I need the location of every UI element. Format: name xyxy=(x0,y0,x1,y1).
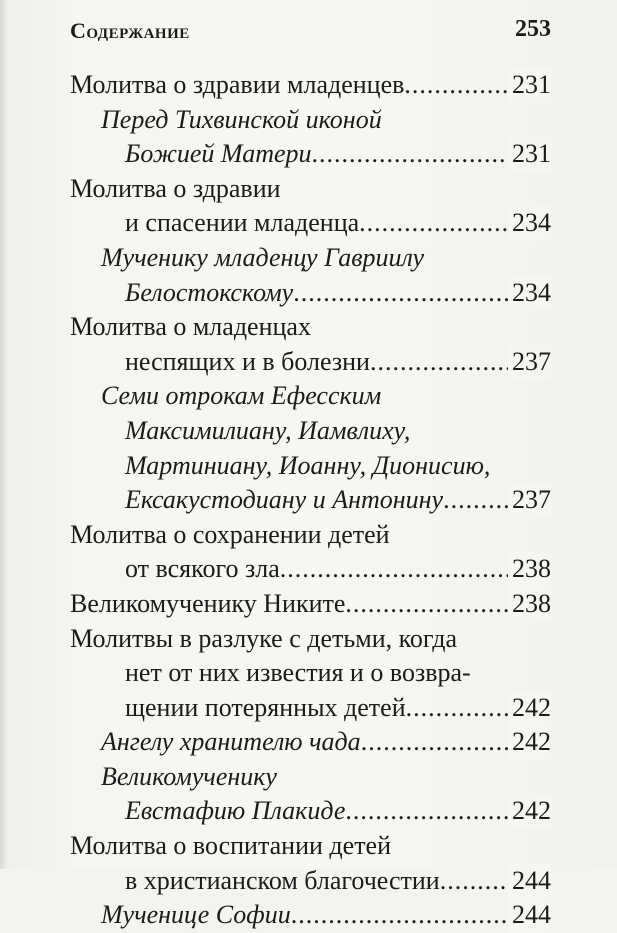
toc-entry-title: Максимилиану, Иамвлиху, xyxy=(125,415,411,445)
toc-entry-title: Евстафию Плакиде ..... xyxy=(125,796,551,825)
toc-entry-title: Семи отрокам Ефесским xyxy=(101,381,382,411)
toc-entry-title: Перед Тихвинской иконой xyxy=(101,104,382,134)
toc-entry xyxy=(70,691,551,726)
section-title: Содержание xyxy=(70,18,190,43)
toc-entry-page: 234 xyxy=(508,276,551,311)
toc-entry xyxy=(70,206,551,241)
toc-entry xyxy=(70,172,551,207)
toc-entry xyxy=(70,760,551,795)
toc-entry-title: и спасении младенца ..... xyxy=(125,208,551,237)
page-number: 253 xyxy=(515,16,551,42)
toc-entry xyxy=(70,587,551,622)
toc-entry-title: щении потерянных детей ..... xyxy=(125,693,551,722)
page-edge-shadow xyxy=(0,0,8,869)
running-header xyxy=(70,14,551,50)
toc-entry-page: 244 xyxy=(508,864,551,899)
toc-entry-title: нет от них известия и о возвра- xyxy=(125,658,471,688)
toc-entry-title: Молитва о здравии младенцев ..... xyxy=(70,70,551,99)
toc-entry-title: Мученице Софии ..... xyxy=(101,900,551,929)
toc-entry-page: 231 xyxy=(508,68,551,103)
toc-entry-page: 237 xyxy=(508,345,551,380)
toc-entry-title: от всякого зла ..... xyxy=(125,554,551,583)
toc-entry-title: Ексакустодиану и Антонину ..... xyxy=(125,485,551,514)
toc-entry-title: Мученику младенцу Гавриилу xyxy=(101,242,425,272)
toc-entry xyxy=(70,414,551,449)
toc-entry-page: 231 xyxy=(508,137,551,172)
toc-entry xyxy=(70,656,551,691)
toc-entry-page: 242 xyxy=(508,725,551,760)
toc-entry xyxy=(70,552,551,587)
toc-entry xyxy=(70,345,551,380)
toc-entry xyxy=(70,276,551,311)
toc-entry-title: в христианском благочестии ..... xyxy=(125,866,551,895)
toc-entry xyxy=(70,898,551,933)
toc-entry-title: Великомученику Никите ..... xyxy=(70,589,551,618)
toc-entry-page: 237 xyxy=(508,483,551,518)
toc-entry-page: 238 xyxy=(508,552,551,587)
toc-entry xyxy=(70,449,551,484)
toc-entry-title: Молитва о воспитании детей xyxy=(70,831,392,861)
toc-entry-page: 244 xyxy=(508,898,551,933)
toc-entry xyxy=(70,68,551,103)
toc-entry xyxy=(70,137,551,172)
toc-entry xyxy=(70,829,551,864)
toc-entry-page: 234 xyxy=(508,206,551,241)
toc-entry xyxy=(70,310,551,345)
toc-entry xyxy=(70,379,551,414)
toc-entry-page: 242 xyxy=(508,794,551,829)
toc-entry-title: Молитва о здравии xyxy=(70,173,281,203)
toc-entry-title: Молитва о младенцах xyxy=(70,312,311,342)
toc-entry xyxy=(70,794,551,829)
toc-entry-title: Молитва о сохранении детей xyxy=(70,519,390,549)
toc-entry xyxy=(70,725,551,760)
toc-entry xyxy=(70,622,551,657)
toc-entry-page: 242 xyxy=(508,691,551,726)
toc-entry-title: Молитвы в разлуке с детьми, когда xyxy=(70,623,458,653)
toc-entry xyxy=(70,241,551,276)
toc-entry-title: Ангелу хранителю чада ..... xyxy=(101,727,551,756)
toc-entry-title: Великомученику xyxy=(101,761,277,791)
toc-entry xyxy=(70,103,551,138)
toc-entry-page: 238 xyxy=(508,587,551,622)
table-of-contents xyxy=(70,68,551,933)
toc-entry-title: Мартиниану, Иоанну, Дионисию, xyxy=(125,450,491,480)
toc-entry xyxy=(70,483,551,518)
toc-entry-title: Белостокскому ..... xyxy=(125,278,551,307)
toc-entry-title: неспящих и в болезни ..... xyxy=(125,347,551,376)
toc-entry xyxy=(70,518,551,553)
toc-entry-title: Божией Матери ..... xyxy=(125,139,551,168)
